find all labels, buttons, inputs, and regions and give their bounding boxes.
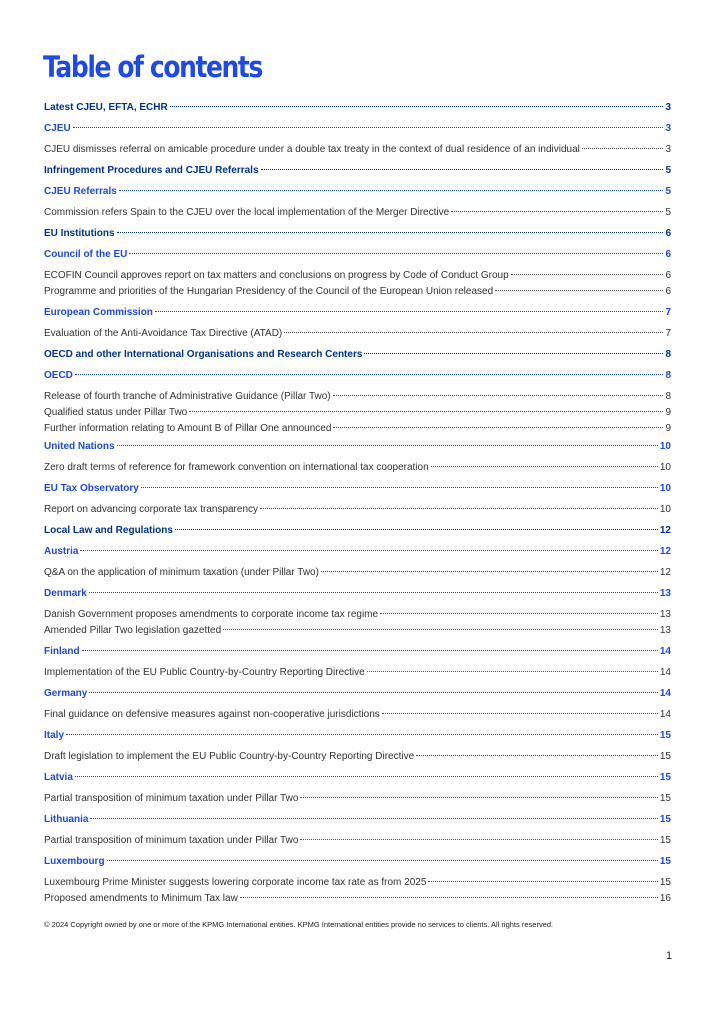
- toc-entry-label: OECD and other International Organisations and Research Centers: [44, 349, 363, 360]
- toc-entry[interactable]: [44, 481, 671, 497]
- toc-entry-page: 15: [659, 835, 671, 846]
- toc-entry[interactable]: [44, 100, 671, 116]
- toc-entry[interactable]: [44, 686, 671, 702]
- dot-leader: [80, 550, 657, 551]
- toc-entry[interactable]: [44, 326, 671, 342]
- toc-entry-page: 3: [665, 144, 671, 155]
- toc-entry-page: 12: [659, 546, 671, 557]
- toc-entry-page: 15: [659, 772, 671, 783]
- toc-entry[interactable]: [44, 586, 671, 602]
- toc-entry-label: ECOFIN Council approves report on tax matters and conclusions on progress by Code of Conduct Group: [44, 270, 509, 281]
- toc-entry-page: 8: [665, 370, 671, 381]
- toc-entry[interactable]: [44, 891, 671, 907]
- dot-leader: [129, 253, 663, 254]
- toc-entry-page: 5: [665, 186, 671, 197]
- toc-entry[interactable]: [44, 226, 671, 242]
- toc-entry-page: 15: [659, 751, 671, 762]
- toc-entry-label: Latest CJEU, EFTA, ECHR: [44, 102, 168, 113]
- toc-entry[interactable]: [44, 439, 671, 455]
- toc-entry[interactable]: [44, 665, 671, 681]
- toc-entry-label: Draft legislation to implement the EU Public Country-by-Country Reporting Directive: [44, 751, 415, 762]
- toc-entry-page: 10: [659, 441, 671, 452]
- toc-entry-label: Latvia: [44, 772, 73, 783]
- toc-entry-label: CJEU: [44, 123, 71, 134]
- dot-leader: [119, 190, 664, 191]
- toc-entry-label: Q&A on the application of minimum taxation (under Pillar Two): [44, 567, 319, 578]
- toc-entry-label: Italy: [44, 730, 65, 741]
- toc-entry[interactable]: [44, 770, 671, 786]
- toc-entry[interactable]: [44, 184, 671, 200]
- toc-entry-page: 7: [665, 307, 671, 318]
- toc-entry-page: 10: [659, 483, 671, 494]
- toc-entry-page: 5: [665, 207, 671, 218]
- toc-entry-page: 14: [659, 709, 671, 720]
- dot-leader: [416, 755, 658, 756]
- toc-entry-label: Evaluation of the Anti-Avoidance Tax Directive (ATAD): [44, 328, 283, 339]
- toc-entry[interactable]: [44, 405, 671, 421]
- toc-entry-label: Implementation of the EU Public Country-by-Country Reporting Directive: [44, 667, 365, 678]
- toc-entry[interactable]: [44, 305, 671, 321]
- toc-entry-page: 7: [665, 328, 671, 339]
- toc-entry-label: Proposed amendments to Minimum Tax law: [44, 893, 238, 904]
- toc-entry[interactable]: [44, 368, 671, 384]
- dot-leader: [382, 713, 658, 714]
- toc-entry-page: 13: [659, 588, 671, 599]
- toc-entry[interactable]: [44, 623, 671, 639]
- toc-entry-page: 14: [659, 646, 671, 657]
- toc-entry[interactable]: [44, 812, 671, 828]
- dot-leader: [495, 290, 663, 291]
- toc-entry-label: Lithuania: [44, 814, 89, 825]
- toc-entry-page: 6: [665, 228, 671, 239]
- toc-entry-label: Programme and priorities of the Hungarian Presidency of the Council of the European Union released: [44, 286, 494, 297]
- dot-leader: [117, 445, 658, 446]
- toc-entry[interactable]: [44, 284, 671, 300]
- toc-entry[interactable]: [44, 749, 671, 765]
- toc-entry-page: 3: [665, 123, 671, 134]
- dot-leader: [82, 650, 658, 651]
- toc-entry-page: 16: [659, 893, 671, 904]
- toc-entry-page: 8: [665, 349, 671, 360]
- toc-entry-label: Danish Government proposes amendments to corporate income tax regime: [44, 609, 379, 620]
- copyright-footer: © 2024 Copyright owned by one or more of the KPMG International entities. KPMG International entities provide no services to clients. All rights reserved.: [44, 920, 554, 929]
- toc-entry-page: 6: [665, 286, 671, 297]
- toc-entry-page: 15: [659, 814, 671, 825]
- dot-leader: [431, 466, 658, 467]
- toc-entry[interactable]: [44, 644, 671, 660]
- dot-leader: [367, 671, 658, 672]
- toc-entry-label: Local Law and Regulations: [44, 525, 173, 536]
- toc-entry-label: United Nations: [44, 441, 115, 452]
- page-title: Table of contents: [43, 50, 262, 84]
- toc-entry[interactable]: [44, 707, 671, 723]
- dot-leader: [428, 881, 657, 882]
- toc-entry-page: 13: [659, 609, 671, 620]
- dot-leader: [170, 106, 664, 107]
- toc-entry-label: Qualified status under Pillar Two: [44, 407, 188, 418]
- toc-entry[interactable]: [44, 460, 671, 476]
- toc-entry-label: CJEU Referrals: [44, 186, 117, 197]
- toc-entry-label: Commission refers Spain to the CJEU over the local implementation of the Merger Directive: [44, 207, 450, 218]
- dot-leader: [223, 629, 658, 630]
- dot-leader: [107, 860, 658, 861]
- dot-leader: [333, 427, 663, 428]
- dot-leader: [333, 395, 664, 396]
- dot-leader: [260, 508, 658, 509]
- toc-entry[interactable]: [44, 875, 671, 891]
- toc-entry[interactable]: [44, 247, 671, 263]
- toc-entry[interactable]: [44, 163, 671, 179]
- toc-entry[interactable]: [44, 728, 671, 744]
- toc-entry[interactable]: [44, 854, 671, 870]
- dot-leader: [364, 353, 663, 354]
- toc-entry-page: 9: [665, 407, 671, 418]
- dot-leader: [155, 311, 664, 312]
- toc-entry[interactable]: [44, 142, 671, 158]
- dot-leader: [89, 592, 658, 593]
- toc-entry-page: 10: [659, 462, 671, 473]
- toc-entry-page: 6: [665, 270, 671, 281]
- dot-leader: [284, 332, 663, 333]
- toc-entry[interactable]: [44, 121, 671, 137]
- dot-leader: [511, 274, 664, 275]
- dot-leader: [75, 374, 664, 375]
- dot-leader: [75, 776, 658, 777]
- dot-leader: [451, 211, 663, 212]
- toc-entry-page: 14: [659, 667, 671, 678]
- toc-entry-label: Denmark: [44, 588, 87, 599]
- toc-entry-page: 14: [659, 688, 671, 699]
- dot-leader: [117, 232, 664, 233]
- dot-leader: [141, 487, 658, 488]
- toc-entry-page: 5: [665, 165, 671, 176]
- toc-entry[interactable]: [44, 607, 671, 623]
- dot-leader: [73, 127, 664, 128]
- toc-entry-label: Final guidance on defensive measures against non-cooperative jurisdictions: [44, 709, 380, 720]
- dot-leader: [300, 797, 658, 798]
- dot-leader: [300, 839, 658, 840]
- toc-entry[interactable]: [44, 833, 671, 849]
- toc-entry-label: EU Tax Observatory: [44, 483, 139, 494]
- toc-entry-page: 10: [659, 504, 671, 515]
- toc-entry[interactable]: [44, 791, 671, 807]
- toc-entry-label: Report on advancing corporate tax transparency: [44, 504, 259, 515]
- toc-entry-page: 15: [659, 856, 671, 867]
- toc-entry[interactable]: [44, 421, 671, 437]
- toc-entry[interactable]: [44, 389, 671, 405]
- dot-leader: [582, 148, 664, 149]
- toc-entry-label: Partial transposition of minimum taxation under Pillar Two: [44, 793, 299, 804]
- toc-entry-label: Germany: [44, 688, 88, 699]
- toc-entry-page: 6: [665, 249, 671, 260]
- toc-entry-label: Amended Pillar Two legislation gazetted: [44, 625, 222, 636]
- toc-entry-label: Council of the EU: [44, 249, 128, 260]
- toc-entry[interactable]: [44, 502, 671, 518]
- toc-entry-label: Further information relating to Amount B of Pillar One announced: [44, 423, 332, 434]
- toc-entry-page: 13: [659, 625, 671, 636]
- toc-entry-label: EU Institutions: [44, 228, 115, 239]
- toc-entry-label: OECD: [44, 370, 73, 381]
- dot-leader: [321, 571, 658, 572]
- toc-entry-page: 8: [665, 391, 671, 402]
- toc-entry[interactable]: [44, 347, 671, 363]
- toc-entry-label: Infringement Procedures and CJEU Referrals: [44, 165, 259, 176]
- toc-entry-page: 3: [665, 102, 671, 113]
- toc-entry-page: 15: [659, 793, 671, 804]
- toc-entry-label: Luxembourg: [44, 856, 105, 867]
- toc-entry[interactable]: [44, 544, 671, 560]
- dot-leader: [90, 818, 657, 819]
- toc-entry-label: European Commission: [44, 307, 153, 318]
- dot-leader: [380, 613, 658, 614]
- toc-entry-label: Partial transposition of minimum taxation under Pillar Two: [44, 835, 299, 846]
- toc-entry-label: Austria: [44, 546, 79, 557]
- toc-entry[interactable]: [44, 523, 671, 539]
- dot-leader: [175, 529, 658, 530]
- dot-leader: [240, 897, 658, 898]
- toc-entry-label: Release of fourth tranche of Administrative Guidance (Pillar Two): [44, 391, 331, 402]
- dot-leader: [66, 734, 658, 735]
- dot-leader: [261, 169, 664, 170]
- page-number: 1: [666, 950, 673, 962]
- toc-entry-label: CJEU dismisses referral on amicable procedure under a double tax treaty in the context of dual residence of an individual: [44, 144, 580, 155]
- toc-entry-page: 15: [659, 730, 671, 741]
- toc-entry[interactable]: [44, 205, 671, 221]
- dot-leader: [189, 411, 663, 412]
- toc-entry-page: 15: [659, 877, 671, 888]
- toc-entry-page: 12: [659, 567, 671, 578]
- toc-entry-label: Finland: [44, 646, 80, 657]
- toc-entry-label: Luxembourg Prime Minister suggests lowering corporate income tax rate as from 2025: [44, 877, 427, 888]
- toc-entry-label: Zero draft terms of reference for framework convention on international tax cooperation: [44, 462, 429, 473]
- dot-leader: [89, 692, 658, 693]
- toc-entry[interactable]: [44, 268, 671, 284]
- toc-entry-page: 9: [665, 423, 671, 434]
- toc-entry-page: 12: [659, 525, 671, 536]
- toc-entry[interactable]: [44, 565, 671, 581]
